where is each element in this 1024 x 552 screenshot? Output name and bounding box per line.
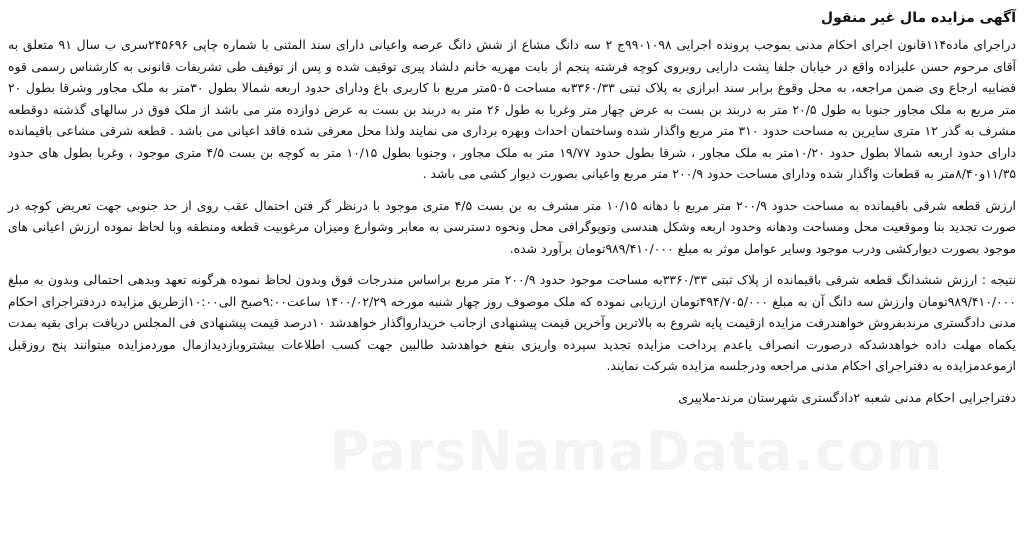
paragraph-valuation: ارزش قطعه شرقی باقیمانده به مساحت حدود ۲۰۰/۹ متر مربع با دهانه ۱۰/۱۵ متر مشرف به بن بست ۴/۵ متری موجود با درنظر گر فتن احتمال عقب روی از حد جنوبی جهت تعریض کوچه در صورت تجدید بنا وموقعیت محل ومساحت ودهانه وحدود اربعه وشکل هندسی وتوپوگرافی محل ونحوه دسترسی به معابر وشوارع ومیزان مرغوبیت قطعه ومنطقه وبا لحاظ نموده ارزش اعیانی های موجود بصورت دیوارکشی ودرب موجود وسایر عوامل موثر به مبلغ ۹۸۹/۴۱۰/۰۰۰تومان برآورد شده. [8,197,1017,256]
notice-title: آگهی مزایده مال غیر منقول [820,10,1016,26]
issuer-signature: دفتراجرایی احکام مدنی شعبه ۲دادگستری شهرستان مرند-ملاپیری [678,389,1016,405]
notice-document [8,6,1016,408]
paragraph-property-description: دراجرای ماده۱۱۴قانون اجرای احکام مدنی بموجب پرونده اجرایی ۹۹۰۱۰۹۸ج ۲ سه دانگ مشاع از شش دانگ عرصه واعیانی دارای سند المثنی با شماره چاپی ۲۴۵۶۹۶سری ب سال ۹۱ متعلق به آقای مرحوم حسن علیزاده واقع در خیابان جلفا پشت دارایی روبروی کوچه فرشته پنجم از بابت مهریه خانم دلشاد پیری توقیف شده و پس از توقیف طی تشریفات قانونی به کارشناس رسمی قوه قضاییه ارجاع وی ضمن مراجعه، به محل وقوع برابر سند ابرازی به پلاک ثبتی ۳۳۶۰/۳۳به مساحت ۵۰۵متر مربع با کاربری باغ ودارای حدود اربعه شمالا بطول ۳۰متر به ملک مجاور وشرقا بطول ۲۰ متر مربع به ملک مجاور جنوبا به طول ۲۰/۵ متر به دربند بن بست به عرض چهار متر وغربا به طول ۲۶ متر به دربند بن بست به عرض دوازده متر می باشد از ملک فوق در سالهای گذشته دوقطعه مشرف به گذر ۱۲ متری سایرین به مساحت حدود ۳۱۰ متر مربع واگذار شده وساختمان احداث وبهره برداری می نمایند ولذا محل معرفی شده فاقد اعیانی می باشد . قطعه شرقی مشاعی باقیمانده دارای حدود اربعه شمالا بطول حدود ۱۰/۲۰متر به ملک مجاور ، شرقا بطول حدود ۱۹/۷۷ متر به ملک مجاور ، وجنوبا بطول ۱۰/۱۵ متر به کوچه بن بست ۴/۵ متری موجود ، وغربا بطول های حدود ۱۱/۳۵و۸/۴۰متر به قطعات واگذار شده ودارای مساحت حدود ۲۰۰/۹ متر مربع واعیانی بصورت دیوار کشی می باشد . [8,37,1017,181]
watermark: ParsNamaData.com [330,420,944,483]
paragraph-conclusion: نتیجه : ارزش ششدانگ قطعه شرقی باقیمانده از پلاک ثبتی ۳۳۶۰/۳۳به مساحت موجود حدود ۲۰۰/۹ متر مربع براساس مندرجات فوق وبدون لحاظ نموده هرگونه تعهد وبدهی احتمالی وبدون به مبلغ ۹۸۹/۴۱۰/۰۰۰تومان وارزش سه دانگ آن به مبلغ ۴۹۴/۷۰۵/۰۰۰تومان ارزیابی نموده که ملک موصوف روز چهار شنبه مورخه ۱۴۰۰/۰۲/۲۹ ساعت۹:۰۰صبح الی۱۰:۰۰ازطریق مزایده دردفتراجرای احکام مدنی دادگستری مرندبفروش خواهندرفت مزایده ازقیمت پایه شروع به بالاترین وآخرین قیمت پیشنهادی ازجانب خریداروا‌گذار خواهدشد ۱۰درصد قیمت پیشنهادی فی المجلس دریافت برای بقیه بمدت یکماه مهلت داده خواهدشدکه درصورت انصراف یاعدم پرداخت مزایده تجدید سپرده واریزی بنفع خواهدشد طالبین جهت کسب اطلاعات بیشتروبازدیدازمال موردمزایده میتوانند پنج روزقبل ازموعدمزایده به دفتراجرای احکام مدنی مراجعه ودرجلسه مزایده شرکت نمایند. [8,272,1016,373]
